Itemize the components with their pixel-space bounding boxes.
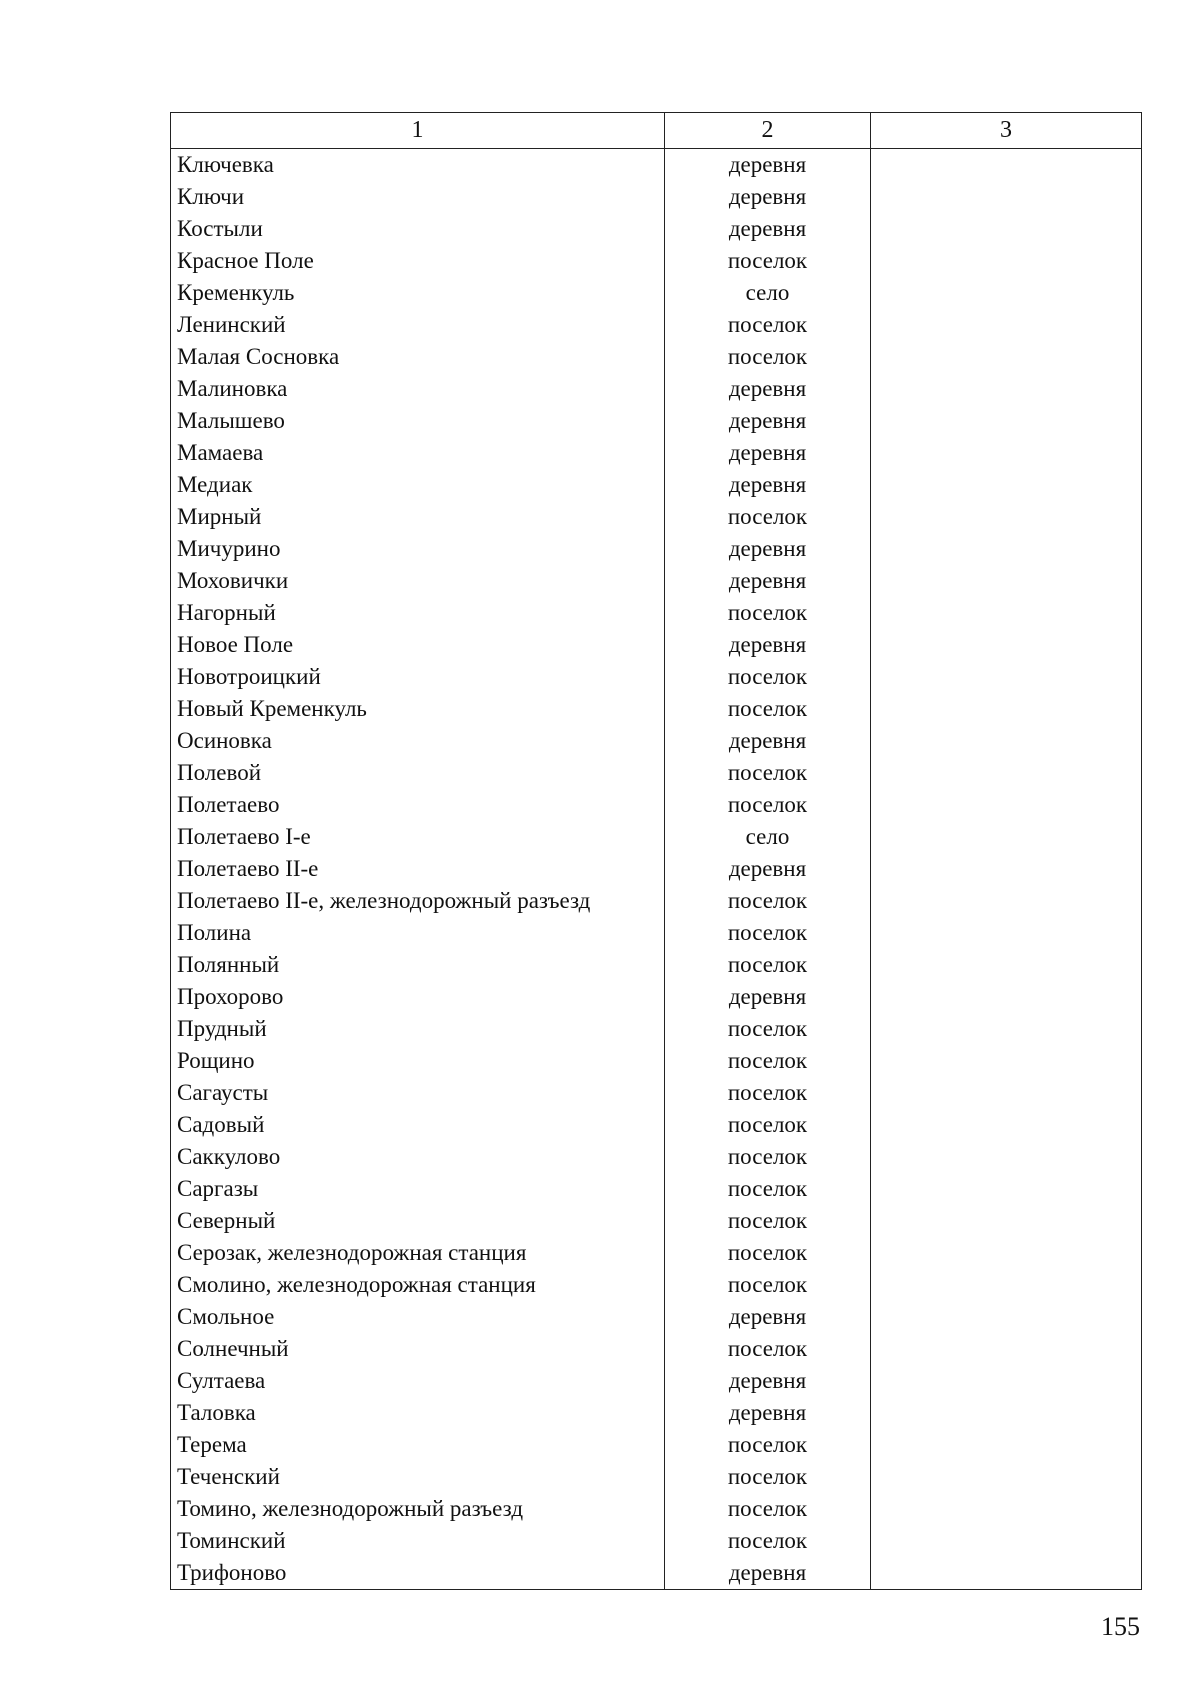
settlement-type-cell: село bbox=[665, 821, 871, 853]
settlement-name-cell: Полянный bbox=[171, 949, 665, 981]
note-cell bbox=[871, 501, 1142, 533]
column-header-2: 2 bbox=[665, 113, 871, 149]
table-row bbox=[171, 1333, 1142, 1365]
settlement-type-cell: деревня bbox=[665, 981, 871, 1013]
table-row bbox=[171, 1013, 1142, 1045]
column-header-3: 3 bbox=[871, 113, 1142, 149]
table-row bbox=[171, 1525, 1142, 1557]
settlement-type-cell: поселок bbox=[665, 1045, 871, 1077]
table-row bbox=[171, 181, 1142, 213]
settlement-type-cell: деревня bbox=[665, 437, 871, 469]
settlement-type-cell: деревня bbox=[665, 469, 871, 501]
settlement-name-cell: Мамаева bbox=[171, 437, 665, 469]
note-cell bbox=[871, 181, 1142, 213]
table-row bbox=[171, 1365, 1142, 1397]
settlement-type-cell: поселок bbox=[665, 1109, 871, 1141]
table-row bbox=[171, 917, 1142, 949]
settlement-type-cell: деревня bbox=[665, 853, 871, 885]
note-cell bbox=[871, 949, 1142, 981]
table-row bbox=[171, 981, 1142, 1013]
note-cell bbox=[871, 789, 1142, 821]
table-row bbox=[171, 1109, 1142, 1141]
page-number: 155 bbox=[1101, 1612, 1140, 1641]
settlement-type-cell: поселок bbox=[665, 1429, 871, 1461]
settlement-name-cell: Рощино bbox=[171, 1045, 665, 1077]
settlement-name-cell: Малиновка bbox=[171, 373, 665, 405]
note-cell bbox=[871, 1077, 1142, 1109]
note-cell bbox=[871, 309, 1142, 341]
settlement-type-cell: поселок bbox=[665, 1237, 871, 1269]
table-row bbox=[171, 1077, 1142, 1109]
note-cell bbox=[871, 1461, 1142, 1493]
settlement-name-cell: Садовый bbox=[171, 1109, 665, 1141]
settlement-name-cell: Смолино, железнодорожная станция bbox=[171, 1269, 665, 1301]
settlement-type-cell: поселок bbox=[665, 885, 871, 917]
settlement-name-cell: Султаева bbox=[171, 1365, 665, 1397]
table-row bbox=[171, 565, 1142, 597]
note-cell bbox=[871, 1141, 1142, 1173]
settlement-name-cell: Новое Поле bbox=[171, 629, 665, 661]
table-row bbox=[171, 1173, 1142, 1205]
table-row bbox=[171, 1461, 1142, 1493]
settlement-type-cell: деревня bbox=[665, 533, 871, 565]
table-row bbox=[171, 1237, 1142, 1269]
settlement-type-cell: поселок bbox=[665, 1525, 871, 1557]
note-cell bbox=[871, 437, 1142, 469]
table-row bbox=[171, 1301, 1142, 1333]
settlement-name-cell: Ключи bbox=[171, 181, 665, 213]
settlements-table bbox=[170, 112, 1142, 1590]
note-cell bbox=[871, 629, 1142, 661]
settlement-type-cell: поселок bbox=[665, 341, 871, 373]
table-row bbox=[171, 405, 1142, 437]
settlement-type-cell: деревня bbox=[665, 1397, 871, 1429]
table-row bbox=[171, 1141, 1142, 1173]
note-cell bbox=[871, 1045, 1142, 1077]
note-cell bbox=[871, 245, 1142, 277]
settlement-type-cell: деревня bbox=[665, 213, 871, 245]
table-row bbox=[171, 725, 1142, 757]
settlement-name-cell: Солнечный bbox=[171, 1333, 665, 1365]
settlement-name-cell: Полетаево II-е, железнодорожный разъезд bbox=[171, 885, 665, 917]
note-cell bbox=[871, 1397, 1142, 1429]
note-cell bbox=[871, 341, 1142, 373]
table-row bbox=[171, 1397, 1142, 1429]
settlement-name-cell: Прудный bbox=[171, 1013, 665, 1045]
table-body bbox=[171, 149, 1142, 1590]
settlement-type-cell: поселок bbox=[665, 1269, 871, 1301]
settlement-type-cell: поселок bbox=[665, 949, 871, 981]
note-cell bbox=[871, 405, 1142, 437]
settlement-name-cell: Нагорный bbox=[171, 597, 665, 629]
table-row bbox=[171, 1557, 1142, 1590]
settlement-name-cell: Серозак, железнодорожная станция bbox=[171, 1237, 665, 1269]
settlement-name-cell: Саккулово bbox=[171, 1141, 665, 1173]
note-cell bbox=[871, 149, 1142, 182]
settlement-name-cell: Кременкуль bbox=[171, 277, 665, 309]
settlement-type-cell: поселок bbox=[665, 917, 871, 949]
note-cell bbox=[871, 661, 1142, 693]
note-cell bbox=[871, 1333, 1142, 1365]
note-cell bbox=[871, 821, 1142, 853]
settlement-name-cell: Полетаево I-е bbox=[171, 821, 665, 853]
table-row bbox=[171, 501, 1142, 533]
note-cell bbox=[871, 1525, 1142, 1557]
table-row bbox=[171, 885, 1142, 917]
note-cell bbox=[871, 565, 1142, 597]
settlement-name-cell: Таловка bbox=[171, 1397, 665, 1429]
settlement-type-cell: поселок bbox=[665, 1493, 871, 1525]
settlement-name-cell: Прохорово bbox=[171, 981, 665, 1013]
table-row bbox=[171, 277, 1142, 309]
note-cell bbox=[871, 1557, 1142, 1590]
settlement-name-cell: Ключевка bbox=[171, 149, 665, 182]
column-header-1: 1 bbox=[171, 113, 665, 149]
settlement-name-cell: Малышево bbox=[171, 405, 665, 437]
settlement-name-cell: Северный bbox=[171, 1205, 665, 1237]
settlement-type-cell: деревня bbox=[665, 373, 871, 405]
table-row bbox=[171, 1269, 1142, 1301]
note-cell bbox=[871, 1013, 1142, 1045]
note-cell bbox=[871, 1493, 1142, 1525]
note-cell bbox=[871, 1301, 1142, 1333]
table-row bbox=[171, 149, 1142, 182]
settlement-name-cell: Сагаусты bbox=[171, 1077, 665, 1109]
settlement-name-cell: Теченский bbox=[171, 1461, 665, 1493]
settlement-type-cell: поселок bbox=[665, 1461, 871, 1493]
settlement-type-cell: деревня bbox=[665, 1557, 871, 1590]
table-row bbox=[171, 309, 1142, 341]
settlement-name-cell: Медиак bbox=[171, 469, 665, 501]
table-row bbox=[171, 213, 1142, 245]
settlement-name-cell: Мирный bbox=[171, 501, 665, 533]
table-row bbox=[171, 853, 1142, 885]
settlement-name-cell: Смольное bbox=[171, 1301, 665, 1333]
settlement-name-cell: Осиновка bbox=[171, 725, 665, 757]
table-row bbox=[171, 597, 1142, 629]
settlement-name-cell: Полевой bbox=[171, 757, 665, 789]
note-cell bbox=[871, 533, 1142, 565]
table-row bbox=[171, 245, 1142, 277]
note-cell bbox=[871, 853, 1142, 885]
note-cell bbox=[871, 1205, 1142, 1237]
table-row bbox=[171, 629, 1142, 661]
note-cell bbox=[871, 1365, 1142, 1397]
note-cell bbox=[871, 885, 1142, 917]
table-row bbox=[171, 1205, 1142, 1237]
settlement-name-cell: Новотроицкий bbox=[171, 661, 665, 693]
settlement-type-cell: поселок bbox=[665, 1173, 871, 1205]
note-cell bbox=[871, 981, 1142, 1013]
settlement-type-cell: деревня bbox=[665, 149, 871, 182]
settlement-type-cell: поселок bbox=[665, 1077, 871, 1109]
settlement-name-cell: Полетаево II-е bbox=[171, 853, 665, 885]
table-row bbox=[171, 1493, 1142, 1525]
settlement-type-cell: деревня bbox=[665, 1301, 871, 1333]
settlement-type-cell: село bbox=[665, 277, 871, 309]
note-cell bbox=[871, 1269, 1142, 1301]
table-row bbox=[171, 469, 1142, 501]
table-row bbox=[171, 789, 1142, 821]
table-row bbox=[171, 821, 1142, 853]
settlement-name-cell: Томино, железнодорожный разъезд bbox=[171, 1493, 665, 1525]
settlement-type-cell: деревня bbox=[665, 1365, 871, 1397]
table-header-row bbox=[171, 113, 1142, 149]
note-cell bbox=[871, 373, 1142, 405]
settlement-type-cell: поселок bbox=[665, 309, 871, 341]
settlement-type-cell: деревня bbox=[665, 405, 871, 437]
settlement-type-cell: деревня bbox=[665, 629, 871, 661]
settlement-type-cell: поселок bbox=[665, 1141, 871, 1173]
table-row bbox=[171, 373, 1142, 405]
table-row bbox=[171, 341, 1142, 373]
note-cell bbox=[871, 597, 1142, 629]
table-row bbox=[171, 693, 1142, 725]
settlement-name-cell: Томинский bbox=[171, 1525, 665, 1557]
table-row bbox=[171, 1429, 1142, 1461]
settlement-name-cell: Терема bbox=[171, 1429, 665, 1461]
settlement-type-cell: поселок bbox=[665, 789, 871, 821]
settlement-type-cell: поселок bbox=[665, 1333, 871, 1365]
note-cell bbox=[871, 213, 1142, 245]
settlement-type-cell: поселок bbox=[665, 757, 871, 789]
settlement-name-cell: Саргазы bbox=[171, 1173, 665, 1205]
settlement-name-cell: Трифоново bbox=[171, 1557, 665, 1590]
settlement-name-cell: Полина bbox=[171, 917, 665, 949]
table-row bbox=[171, 661, 1142, 693]
settlement-name-cell: Моховички bbox=[171, 565, 665, 597]
settlement-name-cell: Ленинский bbox=[171, 309, 665, 341]
note-cell bbox=[871, 757, 1142, 789]
table-row bbox=[171, 1045, 1142, 1077]
settlement-type-cell: поселок bbox=[665, 245, 871, 277]
settlement-name-cell: Новый Кременкуль bbox=[171, 693, 665, 725]
settlement-name-cell: Малая Сосновка bbox=[171, 341, 665, 373]
settlement-type-cell: поселок bbox=[665, 661, 871, 693]
table-row bbox=[171, 437, 1142, 469]
settlement-type-cell: деревня bbox=[665, 565, 871, 597]
settlement-type-cell: поселок bbox=[665, 597, 871, 629]
note-cell bbox=[871, 725, 1142, 757]
note-cell bbox=[871, 1173, 1142, 1205]
note-cell bbox=[871, 1109, 1142, 1141]
note-cell bbox=[871, 693, 1142, 725]
settlement-name-cell: Полетаево bbox=[171, 789, 665, 821]
settlement-type-cell: поселок bbox=[665, 1013, 871, 1045]
settlement-type-cell: деревня bbox=[665, 725, 871, 757]
note-cell bbox=[871, 1237, 1142, 1269]
note-cell bbox=[871, 277, 1142, 309]
table-row bbox=[171, 533, 1142, 565]
table-row bbox=[171, 949, 1142, 981]
note-cell bbox=[871, 917, 1142, 949]
settlement-type-cell: поселок bbox=[665, 693, 871, 725]
settlement-name-cell: Мичурино bbox=[171, 533, 665, 565]
settlement-type-cell: поселок bbox=[665, 501, 871, 533]
settlement-type-cell: деревня bbox=[665, 181, 871, 213]
settlement-name-cell: Костыли bbox=[171, 213, 665, 245]
settlement-name-cell: Красное Поле bbox=[171, 245, 665, 277]
settlement-type-cell: поселок bbox=[665, 1205, 871, 1237]
note-cell bbox=[871, 469, 1142, 501]
table-row bbox=[171, 757, 1142, 789]
note-cell bbox=[871, 1429, 1142, 1461]
